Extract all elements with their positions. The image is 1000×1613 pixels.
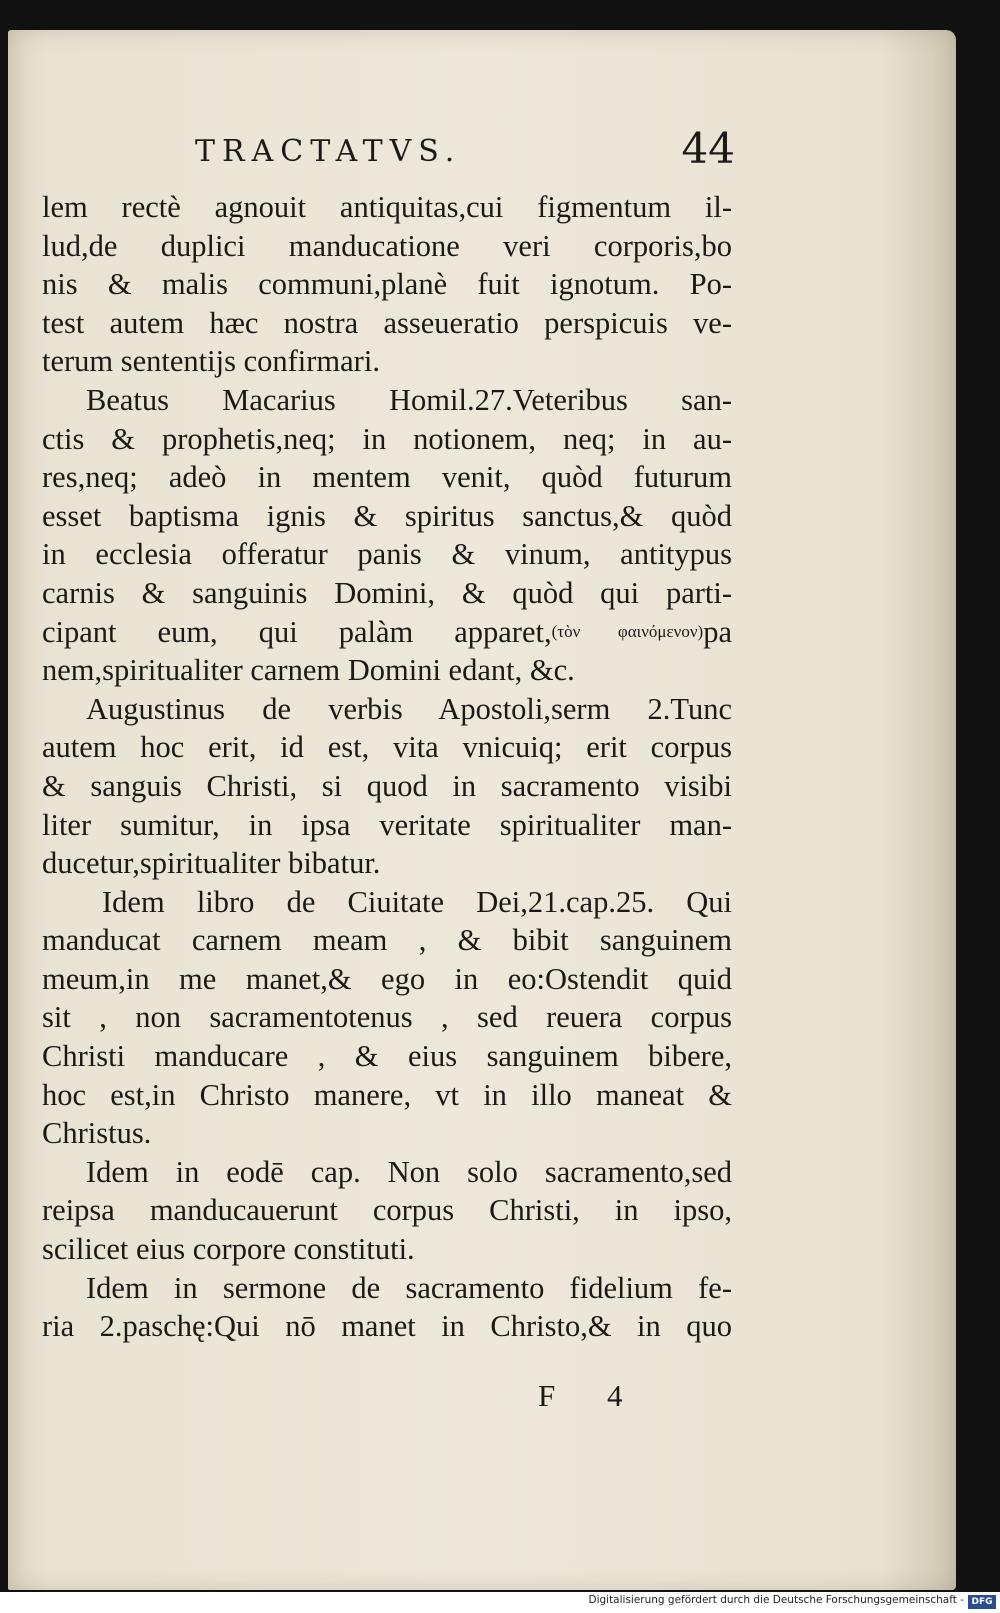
text-line-start: cipant eum, qui palàm apparet,: [42, 614, 552, 649]
text-line: Augustinus de verbis Apostoli,serm 2.Tunc: [86, 691, 732, 726]
page-number: 44: [681, 124, 735, 173]
text-line: Christus.: [42, 1116, 152, 1151]
page-header: [195, 124, 735, 174]
text-line: meum,in me manet,& ego in eo:Ostendit quid: [42, 961, 732, 996]
dfg-logo-icon: DFG: [968, 1595, 996, 1609]
text-line: Idem in sermone de sacramento fidelium fe-: [86, 1270, 732, 1305]
body-text: [42, 188, 732, 1346]
text-line-end: pa: [703, 614, 732, 649]
greek-phrase: (τὸν φαινόμενον): [551, 621, 704, 641]
text-line: manducat carnem meam , & bibit sanguinem: [42, 923, 732, 958]
text-line: hoc est,in Christo manere, vt in illo maneat &: [42, 1077, 732, 1112]
text-line: ducetur,spiritualiter bibatur.: [42, 846, 381, 881]
text-line-with-greek: [42, 613, 732, 652]
text-line: lud,de duplici manducatione veri corporis,bo: [42, 228, 732, 263]
text-line: test autem hæc nostra asseueratio perspicuis ve-: [42, 305, 732, 340]
text-line: & sanguis Christi, si quod in sacramento visibi: [42, 768, 732, 803]
signature-mark: F 4: [538, 1378, 645, 1413]
text-line: Idem in eodē cap. Non solo sacramento,sed: [86, 1154, 732, 1189]
text-line: Beatus Macarius Homil.27.Veteribus san-: [86, 382, 732, 417]
text-line: nem,spiritualiter carnem Domini edant, &c.: [42, 653, 575, 688]
text-line: res,neq; adeò in mentem venit, quòd futurum: [42, 460, 732, 495]
text-line: scilicet eius corpore constituti.: [42, 1232, 415, 1267]
text-line: liter sumitur, in ipsa veritate spiritualiter man-: [42, 807, 732, 842]
text-line: in ecclesia offeratur panis & vinum, antitypus: [42, 537, 732, 572]
text-line: esset baptisma ignis & spiritus sanctus,& quòd: [42, 498, 732, 533]
footer-strip: [0, 1592, 1000, 1613]
running-title: TRACTATVS.: [195, 134, 462, 169]
text-line: Idem libro de Ciuitate Dei,21.cap.25. Qui: [102, 884, 732, 919]
text-line: carnis & sanguinis Domini, & quòd qui parti-: [42, 575, 732, 610]
text-line: nis & malis communi,planè fuit ignotum. Po-: [42, 267, 732, 302]
text-line: sit , non sacramentotenus , sed reuera corpus: [42, 1000, 732, 1035]
text-line: ctis & prophetis,neq; in notionem, neq; in au-: [42, 421, 732, 456]
text-line: autem hoc erit, id est, vita vnicuiq; erit corpus: [42, 730, 732, 765]
text-line: terum sententijs confirmari.: [42, 344, 380, 379]
text-line: lem rectè agnouit antiquitas,cui figmentum il-: [42, 190, 732, 224]
text-line: Christi manducare , & eius sanguinem bibere,: [42, 1039, 732, 1074]
funding-credit: Digitalisierung gefördert durch die Deutsche Forschungsgemeinschaft -: [588, 1594, 964, 1606]
text-line: reipsa manducauerunt corpus Christi, in ipso,: [42, 1193, 732, 1228]
text-line: ria 2.paschę:Qui nō manet in Christo,& in quo: [42, 1309, 732, 1344]
